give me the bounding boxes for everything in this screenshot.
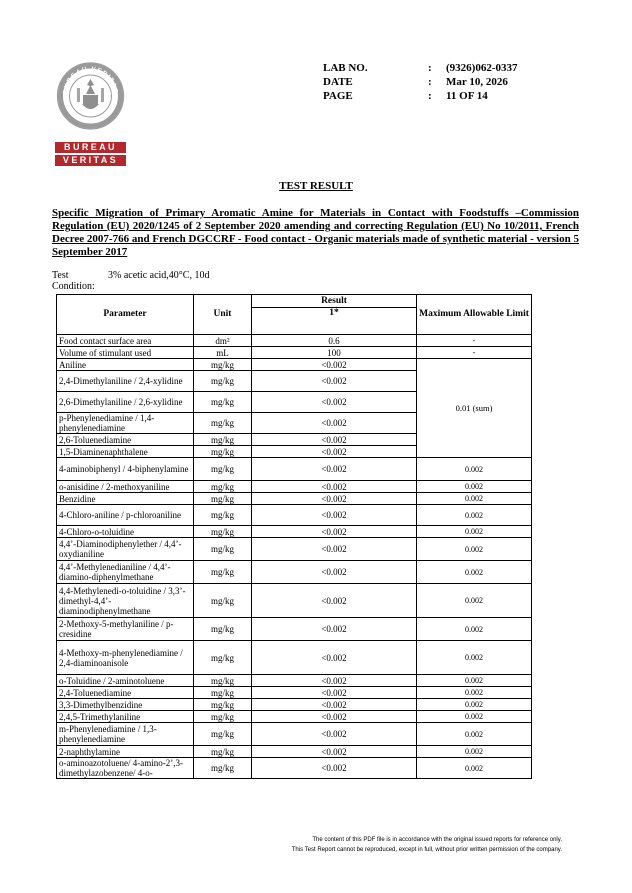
result-cell: <0.002: [252, 526, 417, 538]
parameter-cell: o-aminoazotoluene/ 4-amino-2’,3-dimethylazobenzene/ 4-o-: [57, 758, 194, 779]
unit-cell: mg/kg: [194, 371, 252, 392]
report-header: [323, 61, 518, 103]
logo-ring-text: BUREAU VERITAS: [62, 66, 119, 95]
parameter-cell: 4-Methoxy-m-phenylenediamine / 2,4-diaminoanisole: [57, 641, 194, 675]
unit-cell: mg/kg: [194, 505, 252, 526]
limit-cell: 0.002: [417, 526, 532, 538]
limit-cell: -: [417, 335, 532, 347]
separator: :: [428, 90, 432, 102]
test-condition: [52, 270, 209, 292]
parameter-cell: 4-Chloro-aniline / p-chloroaniline: [57, 505, 194, 526]
unit-cell: mg/kg: [194, 723, 252, 746]
table-row: [57, 526, 532, 538]
limit-cell: 0.002: [417, 675, 532, 687]
parameter-cell: 1,5-Diaminenaphthalene: [57, 446, 194, 458]
result-cell: <0.002: [252, 687, 417, 699]
table-row: [57, 359, 532, 371]
table-row: [57, 675, 532, 687]
result-cell: 100: [252, 347, 417, 359]
result-cell: <0.002: [252, 561, 417, 584]
parameter-cell: 2-Methoxy-5-methylaniline / p-cresidine: [57, 618, 194, 641]
page-row: [323, 89, 518, 103]
limit-cell-merged: 0.01 (sum): [417, 359, 532, 458]
result-cell: <0.002: [252, 758, 417, 779]
parameter-cell: 4,4’-Methylenedianiline / 4,4’-diamino-diphenylmethane: [57, 561, 194, 584]
result-cell: <0.002: [252, 505, 417, 526]
unit-cell: mg/kg: [194, 561, 252, 584]
unit-cell: mg/kg: [194, 711, 252, 723]
unit-cell: mg/kg: [194, 746, 252, 758]
limit-cell: 0.002: [417, 687, 532, 699]
limit-cell: 0.002: [417, 458, 532, 481]
table-row: [57, 505, 532, 526]
parameter-cell: 4,4-Methylenedi-o-toluidine / 3,3’-dimethyl-4,4’-diaminodiphenylmethane: [57, 584, 194, 618]
table-row: [57, 711, 532, 723]
table-row: [57, 618, 532, 641]
result-cell: <0.002: [252, 711, 417, 723]
table-body: [57, 335, 532, 779]
header-unit: Unit: [194, 295, 252, 335]
table-row: [57, 561, 532, 584]
limit-cell: 0.002: [417, 618, 532, 641]
parameter-cell: Volume of stimulant used: [57, 347, 194, 359]
header-result: Result: [252, 295, 417, 308]
unit-cell: mg/kg: [194, 538, 252, 561]
lab-no-value: (9326)062-0337: [446, 62, 518, 74]
test-description: Specific Migration of Primary Aromatic Amine for Materials in Contact with Foodstuffs –Commission Regulation (EU) 2020/1245 of 2 September 2020 amending and correcting Regulation (EU) No 10/2011, French Decree 2007-766 and French DGCCRF - Food contact - Organic materials made of synthetic material - version 5 September 2017: [52, 207, 579, 258]
parameter-cell: Food contact surface area: [57, 335, 194, 347]
unit-cell: mg/kg: [194, 687, 252, 699]
logo-year: 1828: [83, 119, 98, 125]
limit-cell: 0.002: [417, 641, 532, 675]
header-parameter: Parameter: [57, 295, 194, 335]
result-cell: <0.002: [252, 413, 417, 434]
limit-cell: 0.002: [417, 723, 532, 746]
unit-cell: mg/kg: [194, 392, 252, 413]
page-label: PAGE: [323, 90, 353, 102]
unit-cell: mg/kg: [194, 458, 252, 481]
parameter-cell: o-Toluidine / 2-aminotoluene: [57, 675, 194, 687]
unit-cell: mg/kg: [194, 641, 252, 675]
unit-cell: mg/kg: [194, 493, 252, 505]
result-cell: <0.002: [252, 458, 417, 481]
parameter-cell: 2,4-Dimethylaniline / 2,4-xylidine: [57, 371, 194, 392]
unit-cell: mg/kg: [194, 446, 252, 458]
parameter-cell: 4-aminobiphenyl / 4-biphenylamine: [57, 458, 194, 481]
footer-line: The content of this PDF file is in accordance with the original issued reports for reference only.: [312, 837, 562, 843]
unit-cell: dm²: [194, 335, 252, 347]
unit-cell: mg/kg: [194, 758, 252, 779]
unit-cell: mg/kg: [194, 526, 252, 538]
unit-cell: mL: [194, 347, 252, 359]
result-cell: <0.002: [252, 493, 417, 505]
table-row: [57, 758, 532, 779]
table-row: [57, 347, 532, 359]
result-cell: <0.002: [252, 538, 417, 561]
unit-cell: mg/kg: [194, 699, 252, 711]
unit-cell: mg/kg: [194, 481, 252, 493]
seal-icon: [55, 52, 126, 140]
results-table: [56, 294, 532, 779]
parameter-cell: 2,4,5-Trimethylaniline: [57, 711, 194, 723]
parameter-cell: 4,4’-Diaminodiphenylether / 4,4’-oxydianiline: [57, 538, 194, 561]
header-limit: Maximum Allowable Limit: [417, 295, 532, 335]
result-cell: <0.002: [252, 481, 417, 493]
limit-cell: 0.002: [417, 538, 532, 561]
result-cell: <0.002: [252, 699, 417, 711]
result-cell: <0.002: [252, 359, 417, 371]
table-row: [57, 458, 532, 481]
unit-cell: mg/kg: [194, 434, 252, 446]
lab-no-row: [323, 61, 518, 75]
parameter-cell: 4-Chloro-o-toluidine: [57, 526, 194, 538]
unit-cell: mg/kg: [194, 584, 252, 618]
parameter-cell: Benzidine: [57, 493, 194, 505]
logo-word-veritas: VERITAS: [55, 155, 126, 166]
result-cell: <0.002: [252, 392, 417, 413]
limit-cell: 0.002: [417, 481, 532, 493]
date-row: [323, 75, 518, 89]
result-cell: <0.002: [252, 675, 417, 687]
limit-cell: 0.002: [417, 505, 532, 526]
table-row: [57, 687, 532, 699]
footer-disclaimer: [292, 835, 562, 855]
parameter-cell: 2,6-Toluenediamine: [57, 434, 194, 446]
unit-cell: mg/kg: [194, 675, 252, 687]
table-row: [57, 538, 532, 561]
footer-line: This Test Report cannot be reproduced, except in full, without prior written permission of the company.: [291, 847, 562, 853]
limit-cell: 0.002: [417, 561, 532, 584]
parameter-cell: m-Phenylenediamine / 1,3-phenylenediamine: [57, 723, 194, 746]
result-cell: <0.002: [252, 446, 417, 458]
limit-cell: 0.002: [417, 758, 532, 779]
table-row: [57, 584, 532, 618]
result-cell: <0.002: [252, 723, 417, 746]
date-label: DATE: [323, 76, 353, 88]
unit-cell: mg/kg: [194, 359, 252, 371]
result-cell: <0.002: [252, 434, 417, 446]
result-cell: <0.002: [252, 746, 417, 758]
table-row: [57, 723, 532, 746]
limit-cell: -: [417, 347, 532, 359]
limit-cell: 0.002: [417, 699, 532, 711]
separator: :: [428, 76, 432, 88]
limit-cell: 0.002: [417, 746, 532, 758]
parameter-cell: 2-naphthylamine: [57, 746, 194, 758]
page-value: 11 OF 14: [446, 90, 488, 102]
parameter-cell: p-Phenylenediamine / 1,4-phenylenediamine: [57, 413, 194, 434]
unit-cell: mg/kg: [194, 618, 252, 641]
logo-word-bureau: BUREAU: [55, 142, 126, 153]
bureau-veritas-logo: [55, 52, 126, 166]
parameter-cell: 2,4-Toluenediamine: [57, 687, 194, 699]
unit-cell: mg/kg: [194, 413, 252, 434]
test-condition-value: 3% acetic acid,40°C, 10d: [108, 270, 210, 281]
test-condition-label: Test Condition:: [52, 270, 95, 292]
header-result-sample: 1*: [252, 308, 417, 335]
result-cell: 0.6: [252, 335, 417, 347]
table-row: [57, 699, 532, 711]
lab-no-label: LAB NO.: [323, 62, 368, 74]
page-title: TEST RESULT: [279, 180, 353, 192]
parameter-cell: o-anisidine / 2-methoxyaniline: [57, 481, 194, 493]
result-cell: <0.002: [252, 641, 417, 675]
table-row: [57, 335, 532, 347]
parameter-cell: 3,3-Dimethylbenzidine: [57, 699, 194, 711]
parameter-cell: 2,6-Dimethylaniline / 2,6-xylidine: [57, 392, 194, 413]
limit-cell: 0.002: [417, 493, 532, 505]
limit-cell: 0.002: [417, 584, 532, 618]
table-row: [57, 746, 532, 758]
date-value: Mar 10, 2026: [446, 76, 508, 88]
table-row: [57, 641, 532, 675]
table-row: [57, 481, 532, 493]
result-cell: <0.002: [252, 584, 417, 618]
separator: :: [428, 62, 432, 74]
result-cell: <0.002: [252, 371, 417, 392]
result-cell: <0.002: [252, 618, 417, 641]
parameter-cell: Aniline: [57, 359, 194, 371]
limit-cell: 0.002: [417, 711, 532, 723]
table-row: [57, 493, 532, 505]
